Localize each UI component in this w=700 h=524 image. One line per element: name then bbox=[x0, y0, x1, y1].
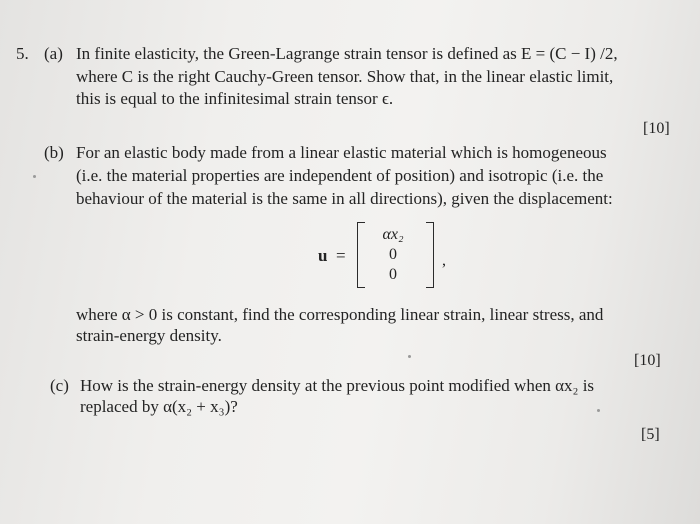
part-c-line-1: How is the strain-energy density at the previous point modified when αx₂ is bbox=[80, 376, 595, 395]
part-a-label: (a) bbox=[44, 44, 63, 63]
part-b-marks: [10] bbox=[634, 352, 661, 369]
matrix-row-3: 0 bbox=[389, 266, 397, 283]
right-bracket bbox=[426, 222, 434, 288]
part-b-line-2: (i.e. the material properties are independent of position) and isotropic (i.e. the bbox=[76, 166, 604, 185]
displacement-symbol: u bbox=[318, 246, 328, 265]
part-b-line-4: where α > 0 is constant, find the corresponding linear strain, linear stress, and bbox=[76, 305, 604, 324]
part-b-line-3: behaviour of the material is the same in all directions), given the displacement: bbox=[76, 189, 613, 208]
part-a-line-2: where C is the right Cauchy-Green tensor. Show that, in the linear elastic limit, bbox=[76, 67, 614, 86]
left-bracket bbox=[357, 222, 365, 288]
part-a-marks: [10] bbox=[643, 120, 670, 137]
part-b-label: (b) bbox=[44, 143, 64, 162]
paper-speck bbox=[597, 409, 600, 412]
part-b-line-5: strain-energy density. bbox=[76, 326, 222, 345]
matrix-row-2: 0 bbox=[389, 246, 397, 263]
part-a-line-3: this is equal to the infinitesimal strain tensor ϵ. bbox=[76, 89, 394, 108]
matrix-comma: , bbox=[442, 252, 446, 269]
paper-speck bbox=[408, 355, 411, 358]
equals-sign: = bbox=[336, 246, 346, 265]
problem-number: 5. bbox=[16, 44, 29, 63]
paper-speck bbox=[33, 175, 36, 178]
part-c-label: (c) bbox=[50, 376, 69, 395]
part-b-line-1: For an elastic body made from a linear elastic material which is homogeneous bbox=[76, 143, 607, 162]
part-c-marks: [5] bbox=[641, 426, 660, 443]
displacement-vector bbox=[318, 222, 446, 288]
matrix-row-1: αx₂ bbox=[382, 226, 404, 243]
part-a-line-1: In finite elasticity, the Green-Lagrange strain tensor is defined as E = (C − I) /2, bbox=[76, 44, 618, 63]
part-c-line-2: replaced by α(x₂ + x₃)? bbox=[80, 397, 238, 416]
